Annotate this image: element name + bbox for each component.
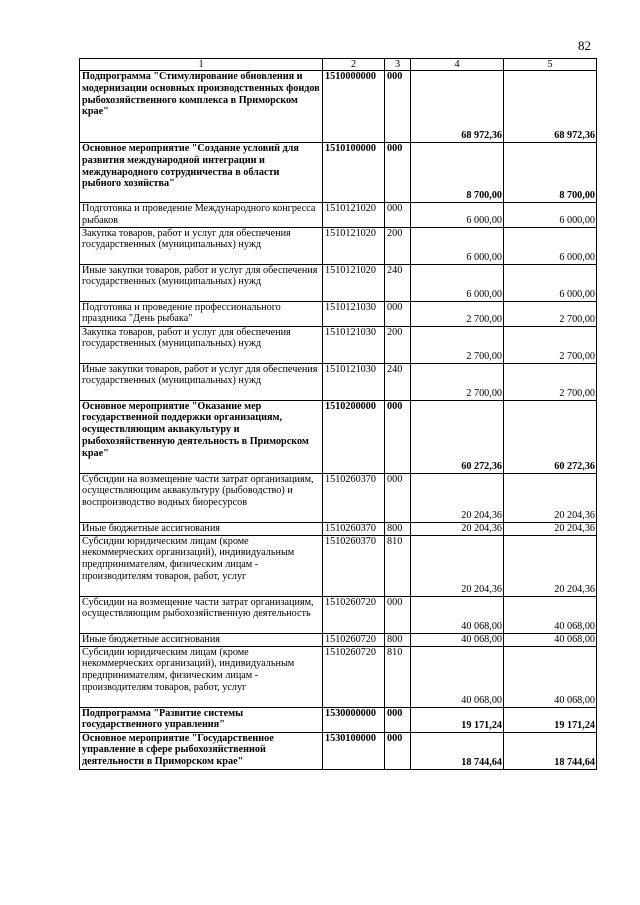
row-name-cell: Основное мероприятие "Оказание мер государственной поддержки организациям, осуществляющим аквакультуру и рыбохозяйственную деятельность в Приморском крае" — [80, 400, 323, 473]
row-name-cell: Подготовка и проведение профессионального праздника "День рыбака" — [80, 301, 323, 326]
row-value-col4: 19 171,24 — [411, 707, 504, 732]
row-code-cell: 1510121020 — [323, 264, 385, 301]
table-row — [80, 596, 597, 633]
row-name-cell: Закупка товаров, работ и услуг для обеспечения государственных (муниципальных) нужд — [80, 326, 323, 363]
row-type-cell: 240 — [385, 363, 411, 400]
table-row — [80, 522, 597, 535]
row-type-cell: 000 — [385, 732, 411, 769]
row-value-col4: 60 272,36 — [411, 400, 504, 473]
row-name-cell: Подпрограмма "Стимулирование обновления и модернизации основных производственных фондов рыбохозяйственного комплекса в Приморском крае" — [80, 71, 323, 143]
row-name-cell: Иные бюджетные ассигнования — [80, 633, 323, 646]
table-row — [80, 646, 597, 707]
table-row — [80, 707, 597, 732]
row-name-cell: Закупка товаров, работ и услуг для обеспечения государственных (муниципальных) нужд — [80, 227, 323, 264]
row-code-cell: 1510100000 — [323, 143, 385, 203]
row-value-col5: 68 972,36 — [504, 71, 597, 143]
row-value-col5: 40 068,00 — [504, 596, 597, 633]
row-type-cell: 800 — [385, 522, 411, 535]
row-value-col5: 6 000,00 — [504, 264, 597, 301]
row-type-cell: 000 — [385, 596, 411, 633]
row-code-cell: 1510260720 — [323, 633, 385, 646]
row-type-cell: 200 — [385, 227, 411, 264]
table-row — [80, 363, 597, 400]
header-cell: 4 — [411, 59, 504, 71]
row-value-col5: 20 204,36 — [504, 473, 597, 522]
row-code-cell: 1510260370 — [323, 473, 385, 522]
table-row — [80, 326, 597, 363]
row-code-cell: 1510260370 — [323, 522, 385, 535]
row-value-col5: 8 700,00 — [504, 143, 597, 203]
page-number: 82 — [578, 38, 591, 53]
row-code-cell: 1510121020 — [323, 203, 385, 228]
row-type-cell: 800 — [385, 633, 411, 646]
row-code-cell: 1530000000 — [323, 707, 385, 732]
header-row — [80, 59, 597, 71]
row-value-col4: 40 068,00 — [411, 633, 504, 646]
row-code-cell: 1510000000 — [323, 71, 385, 143]
row-value-col5: 6 000,00 — [504, 203, 597, 228]
row-type-cell: 000 — [385, 400, 411, 473]
table-row — [80, 633, 597, 646]
row-value-col4: 6 000,00 — [411, 264, 504, 301]
table-row — [80, 732, 597, 769]
row-value-col5: 18 744,64 — [504, 732, 597, 769]
row-name-cell: Субсидии на возмещение части затрат организациям, осуществляющим аквакультуру (рыбоводство) и воспроизводство водных биоресурсов — [80, 473, 323, 522]
row-name-cell: Субсидии юридическим лицам (кроме некоммерческих организаций), индивидуальным предпринимателям, физическим лицам - производителям товаров, работ, услуг — [80, 535, 323, 596]
row-code-cell: 1510121030 — [323, 301, 385, 326]
row-name-cell: Основное мероприятие "Создание условий для развития международной интеграции и международного сотрудничества в области рыбного хозяйства" — [80, 143, 323, 203]
table-row — [80, 227, 597, 264]
row-value-col5: 40 068,00 — [504, 646, 597, 707]
header-cell: 5 — [504, 59, 597, 71]
row-name-cell: Иные закупки товаров, работ и услуг для обеспечения государственных (муниципальных) нужд — [80, 363, 323, 400]
row-code-cell: 1510260370 — [323, 535, 385, 596]
row-code-cell: 1510121030 — [323, 326, 385, 363]
table-row — [80, 535, 597, 596]
row-code-cell: 1530100000 — [323, 732, 385, 769]
row-value-col4: 6 000,00 — [411, 203, 504, 228]
row-type-cell: 000 — [385, 473, 411, 522]
row-value-col5: 60 272,36 — [504, 400, 597, 473]
row-code-cell: 1510121030 — [323, 363, 385, 400]
row-name-cell: Подготовка и проведение Международного конгресса рыбаков — [80, 203, 323, 228]
row-value-col4: 18 744,64 — [411, 732, 504, 769]
header-cell: 1 — [80, 59, 323, 71]
table-row — [80, 203, 597, 228]
table-row — [80, 71, 597, 143]
row-type-cell: 810 — [385, 646, 411, 707]
row-value-col5: 2 700,00 — [504, 326, 597, 363]
row-type-cell: 000 — [385, 707, 411, 732]
row-type-cell: 810 — [385, 535, 411, 596]
table-row — [80, 400, 597, 473]
header-cell: 2 — [323, 59, 385, 71]
row-value-col5: 6 000,00 — [504, 227, 597, 264]
row-value-col5: 2 700,00 — [504, 301, 597, 326]
row-name-cell: Основное мероприятие "Государственное управление в сфере рыбохозяйственной деятельности в Приморском крае" — [80, 732, 323, 769]
row-value-col4: 68 972,36 — [411, 71, 504, 143]
row-value-col4: 2 700,00 — [411, 363, 504, 400]
row-value-col4: 20 204,36 — [411, 473, 504, 522]
row-value-col4: 40 068,00 — [411, 596, 504, 633]
row-code-cell: 1510260720 — [323, 596, 385, 633]
row-type-cell: 000 — [385, 143, 411, 203]
row-name-cell: Подпрограмма "Развитие системы государственного управления" — [80, 707, 323, 732]
row-value-col5: 20 204,36 — [504, 535, 597, 596]
row-type-cell: 200 — [385, 326, 411, 363]
row-type-cell: 000 — [385, 71, 411, 143]
row-value-col5: 19 171,24 — [504, 707, 597, 732]
table-row — [80, 301, 597, 326]
row-name-cell: Субсидии на возмещение части затрат организациям, осуществляющим рыбохозяйственную деятельность — [80, 596, 323, 633]
row-type-cell: 240 — [385, 264, 411, 301]
table-body — [80, 59, 597, 770]
header-cell: 3 — [385, 59, 411, 71]
row-code-cell: 1510121020 — [323, 227, 385, 264]
row-code-cell: 1510260720 — [323, 646, 385, 707]
row-value-col4: 2 700,00 — [411, 301, 504, 326]
row-value-col5: 20 204,36 — [504, 522, 597, 535]
row-name-cell: Иные бюджетные ассигнования — [80, 522, 323, 535]
table-row — [80, 473, 597, 522]
row-code-cell: 1510200000 — [323, 400, 385, 473]
row-type-cell: 000 — [385, 301, 411, 326]
row-value-col5: 2 700,00 — [504, 363, 597, 400]
row-value-col4: 40 068,00 — [411, 646, 504, 707]
table-row — [80, 143, 597, 203]
table-row — [80, 264, 597, 301]
row-value-col4: 20 204,36 — [411, 522, 504, 535]
row-name-cell: Субсидии юридическим лицам (кроме некоммерческих организаций), индивидуальным предпринимателям, физическим лицам - производителям товаров, работ, услуг — [80, 646, 323, 707]
budget-table — [79, 58, 597, 770]
row-value-col4: 6 000,00 — [411, 227, 504, 264]
row-name-cell: Иные закупки товаров, работ и услуг для обеспечения государственных (муниципальных) нужд — [80, 264, 323, 301]
row-value-col4: 20 204,36 — [411, 535, 504, 596]
row-type-cell: 000 — [385, 203, 411, 228]
row-value-col4: 8 700,00 — [411, 143, 504, 203]
row-value-col4: 2 700,00 — [411, 326, 504, 363]
row-value-col5: 40 068,00 — [504, 633, 597, 646]
